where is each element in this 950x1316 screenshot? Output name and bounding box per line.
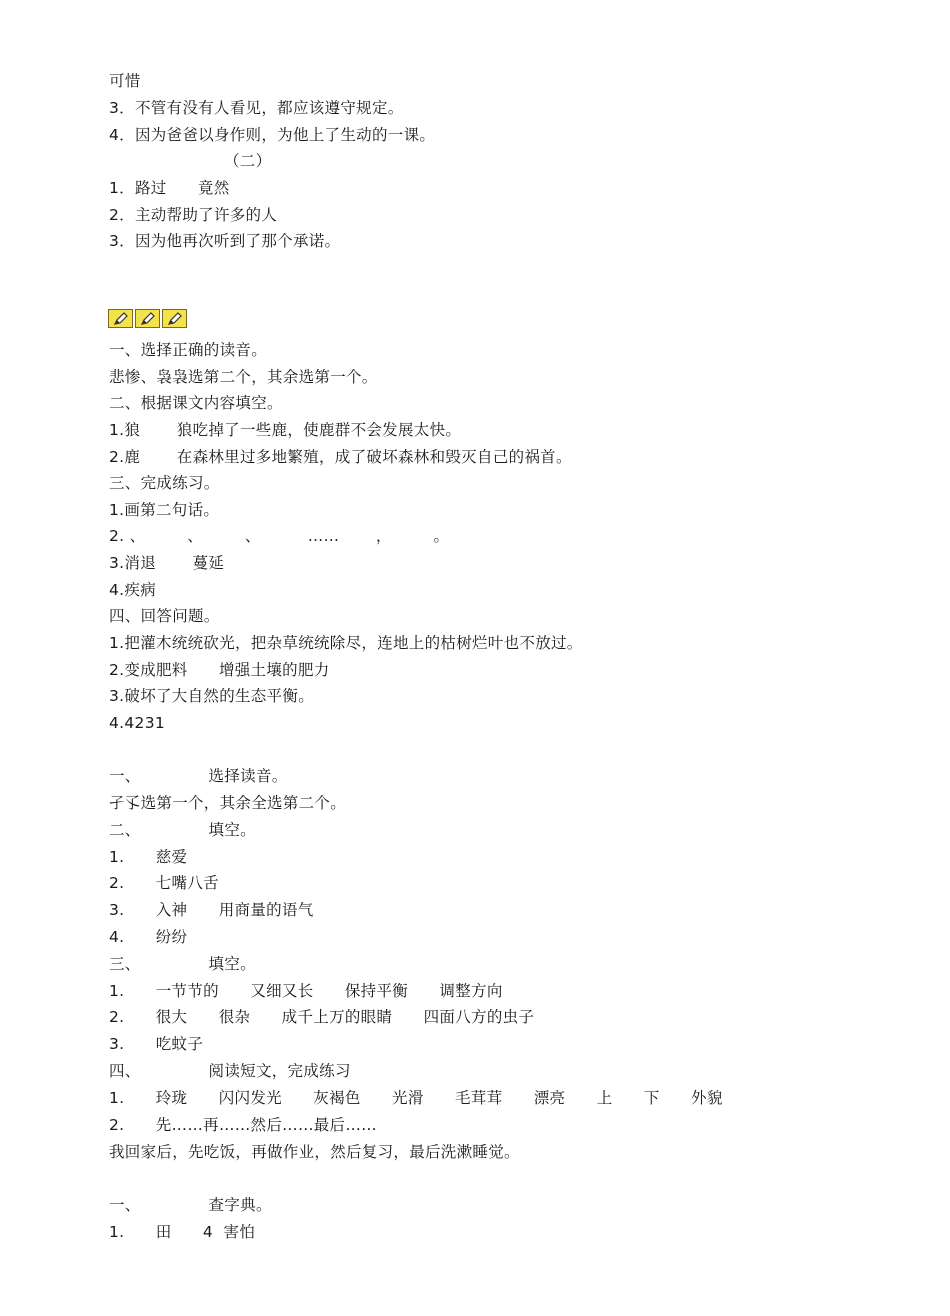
text-line: 1. 玲珑 闪闪发光 灰褐色 光滑 毛茸茸 漂亮 上 下 外貌 [109,1089,723,1107]
text-line: 四、回答问题。 [109,607,220,625]
text-line: 一、 选择读音。 [109,767,288,785]
text-line: 悲惨、袅袅选第二个，其余选第一个。 [109,368,378,386]
text-line: 1. 慈爱 [109,848,188,866]
text-line: 三、完成练习。 [109,474,220,492]
text-line: 1.画第二句话。 [109,501,220,519]
text-line: 4.4231 [109,714,166,732]
text-line: 1.狼 狼吃掉了一些鹿，使鹿群不会发展太快。 [109,421,462,439]
text-line: 二、 填空。 [109,821,256,839]
text-line: 二、根据课文内容填空。 [109,394,283,412]
text-line: 2. 、 、 、 …… ， 。 [109,527,450,545]
text-line: 2. 七嘴八舌 [109,874,219,892]
text-line: 3.消退 蔓延 [109,554,225,572]
text-line: 一、 查字典。 [109,1196,272,1214]
text-line: 1. 一节节的 又细又长 保持平衡 调整方向 [109,982,503,1000]
text-line: 1. 田 4 害怕 [109,1223,256,1241]
text-line: 3.破坏了大自然的生态平衡。 [109,687,314,705]
text-line: 三、 填空。 [109,955,256,973]
text-line: 2. 先……再……然后……最后…… [109,1116,377,1134]
text-line: 1．路过 竟然 [109,179,230,197]
pencil-icon [162,309,187,328]
text-line: 孑孓选第一个，其余全选第二个。 [109,794,347,812]
text-line: 3．不管有没有人看见，都应该遵守规定。 [109,99,404,117]
text-line: 2. 很大 很杂 成千上万的眼睛 四面八方的虫子 [109,1008,535,1026]
text-line: 四、 阅读短文，完成练习 [109,1062,351,1080]
text-line: 一、选择正确的读音。 [109,341,268,359]
text-line: 2.鹿 在森林里过多地繁殖，成了破坏森林和毁灭自己的祸首。 [109,448,572,466]
text-line: 可惜 [109,72,141,90]
text-line: 2.变成肥料 增强土壤的肥力 [109,661,330,679]
pencil-icon [135,309,160,328]
text-line: 1.把灌木统统砍光，把杂草统统除尽，连地上的枯树烂叶也不放过。 [109,634,583,652]
text-line: 4.疾病 [109,581,156,599]
text-line: 我回家后，先吃饭，再做作业，然后复习，最后洗漱睡觉。 [109,1143,520,1161]
text-line: 3．因为他再次听到了那个承诺。 [109,232,341,250]
text-line: 2．主动帮助了许多的人 [109,206,278,224]
text-line: 4. 纷纷 [109,928,188,946]
text-line: 3. 吃蚊子 [109,1035,204,1053]
text-line: 3. 入神 用商量的语气 [109,901,314,919]
text-line: 4．因为爸爸以身作则，为他上了生动的一课。 [109,126,436,144]
section-badge [108,309,187,328]
text-line: （二） [109,152,272,170]
pencil-icon [108,309,133,328]
